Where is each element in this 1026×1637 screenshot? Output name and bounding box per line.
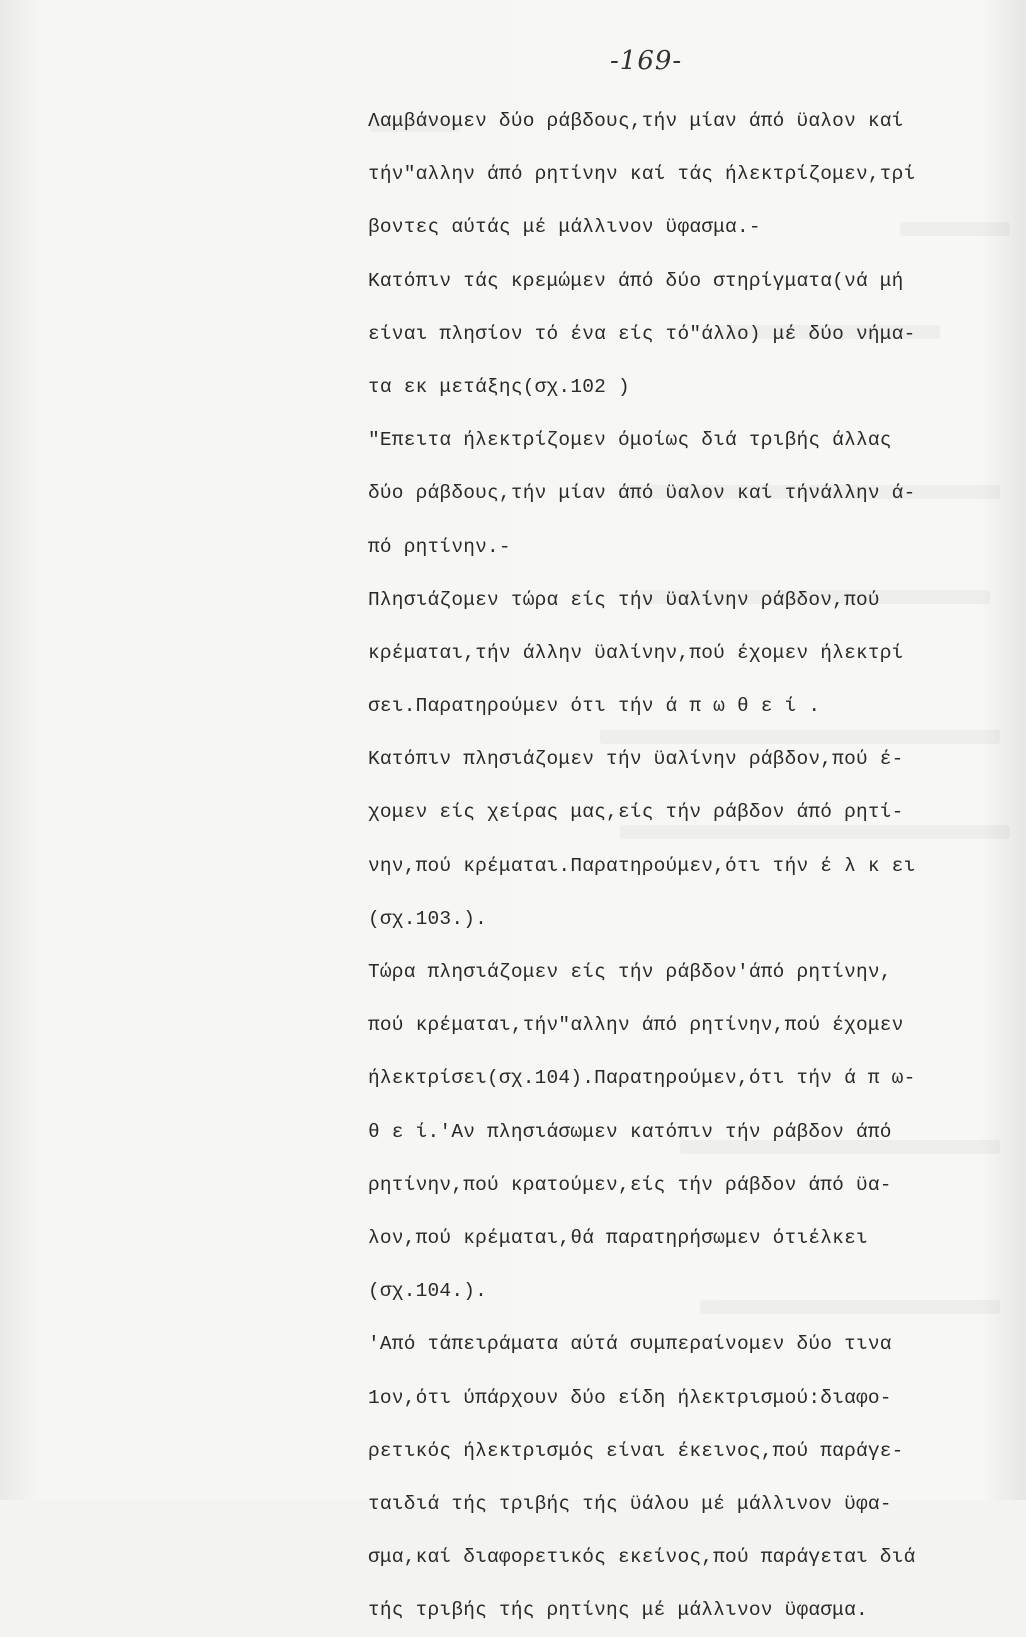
text-line: νην,πού κρέμαται.Παρατηρούμεν,ότι τήν έ λ κ ει — [368, 854, 916, 877]
text-line: δύο ράβδους,τήν μίαν άπό ϋαλον καί τήνάλλην ά- — [368, 482, 916, 505]
text-line: βοντες αύτάς μέ μάλλινον ϋφασμα.- — [368, 216, 761, 239]
text-line: τα εκ μετάξης(σχ.102 ) — [368, 375, 630, 398]
text-line: Κατόπιν τάς κρεμώμεν άπό δύο στηρίγματα(νά μή — [368, 269, 904, 292]
text-line: πό ρητίνην.- — [368, 535, 511, 558]
text-line: σμα,καί διαφορετικός εκείνος,πού παράγεται διά — [368, 1546, 916, 1569]
text-line: Τώρα πλησιάζομεν είς τήν ράβδον'άπό ρητίνην, — [368, 961, 892, 983]
text-line: Κατόπιν πλησιάζομεν τήν ϋαλίνην ράβδον,πού έ- — [368, 748, 904, 771]
text-line: (σχ.103.). — [368, 907, 488, 930]
text-line: τήν"αλλην άπό ρητίνην καί τάς ήλεκτρίζομεν,τρί — [368, 163, 916, 186]
text-line: σει.Παρατηρούμεν ότι τήν ά π ω θ ε ί . — [368, 695, 821, 718]
text-line: 'Από τάπειράματα αύτά συμπεραίνομεν δύο τινα — [368, 1333, 892, 1356]
page-number: -169- — [610, 46, 683, 76]
text-line: (σχ.104.). — [368, 1280, 488, 1303]
text-line: ρετικός ήλεκτρισμός είναι έκεινος,πού παράγε- — [368, 1439, 904, 1462]
text-line: είναι πλησίον τό ένα είς τό"άλλο) μέ δύο νήμα- — [368, 322, 916, 345]
text-line: "Επειτα ήλεκτρίζομεν όμοίως διά τριβής άλλας — [368, 429, 892, 452]
text-line: λον,πού κρέμαται,θά παρατηρήσωμεν ότιέλκει — [368, 1226, 868, 1249]
text-line: ρητίνην,πού κρατούμεν,είς τήν ράβδον άπό ϋα- — [368, 1173, 892, 1196]
typewritten-body — [368, 95, 1008, 1637]
text-line: ταιδιά τής τριβής τής ϋάλου μέ μάλλινον ϋφα- — [368, 1492, 892, 1515]
text-line: Λαμβάνομεν δύο ράβδους,τήν μίαν άπό ϋαλον καί — [368, 110, 904, 132]
text-line: κρέμαται,τήν άλλην ϋαλίνην,πού έχομεν ήλεκτρί — [368, 641, 904, 664]
text-line: ήλεκτρίσει(σχ.104).Παρατηρούμεν,ότι τήν ά π ω- — [368, 1067, 916, 1090]
text-line: 1ον,ότι ύπάρχουν δύο είδη ήλεκτρισμού:διαφο- — [368, 1386, 892, 1409]
text-line: θ ε ί.'Αν πλησιάσωμεν κατόπιν τήν ράβδον άπό — [368, 1120, 892, 1143]
text-line: τής τριβής τής ρητίνης μέ μάλλινον ϋφασμα. — [368, 1599, 868, 1622]
text-line: Πλησιάζομεν τώρα είς τήν ϋαλίνην ράβδον,πού — [368, 588, 880, 611]
text-line: πού κρέμαται,τήν"αλλην άπό ρητίνην,πού έχομεν — [368, 1014, 904, 1037]
text-line: χομεν είς χείρας μας,είς τήν ράβδον άπό ρητί- — [368, 801, 904, 824]
